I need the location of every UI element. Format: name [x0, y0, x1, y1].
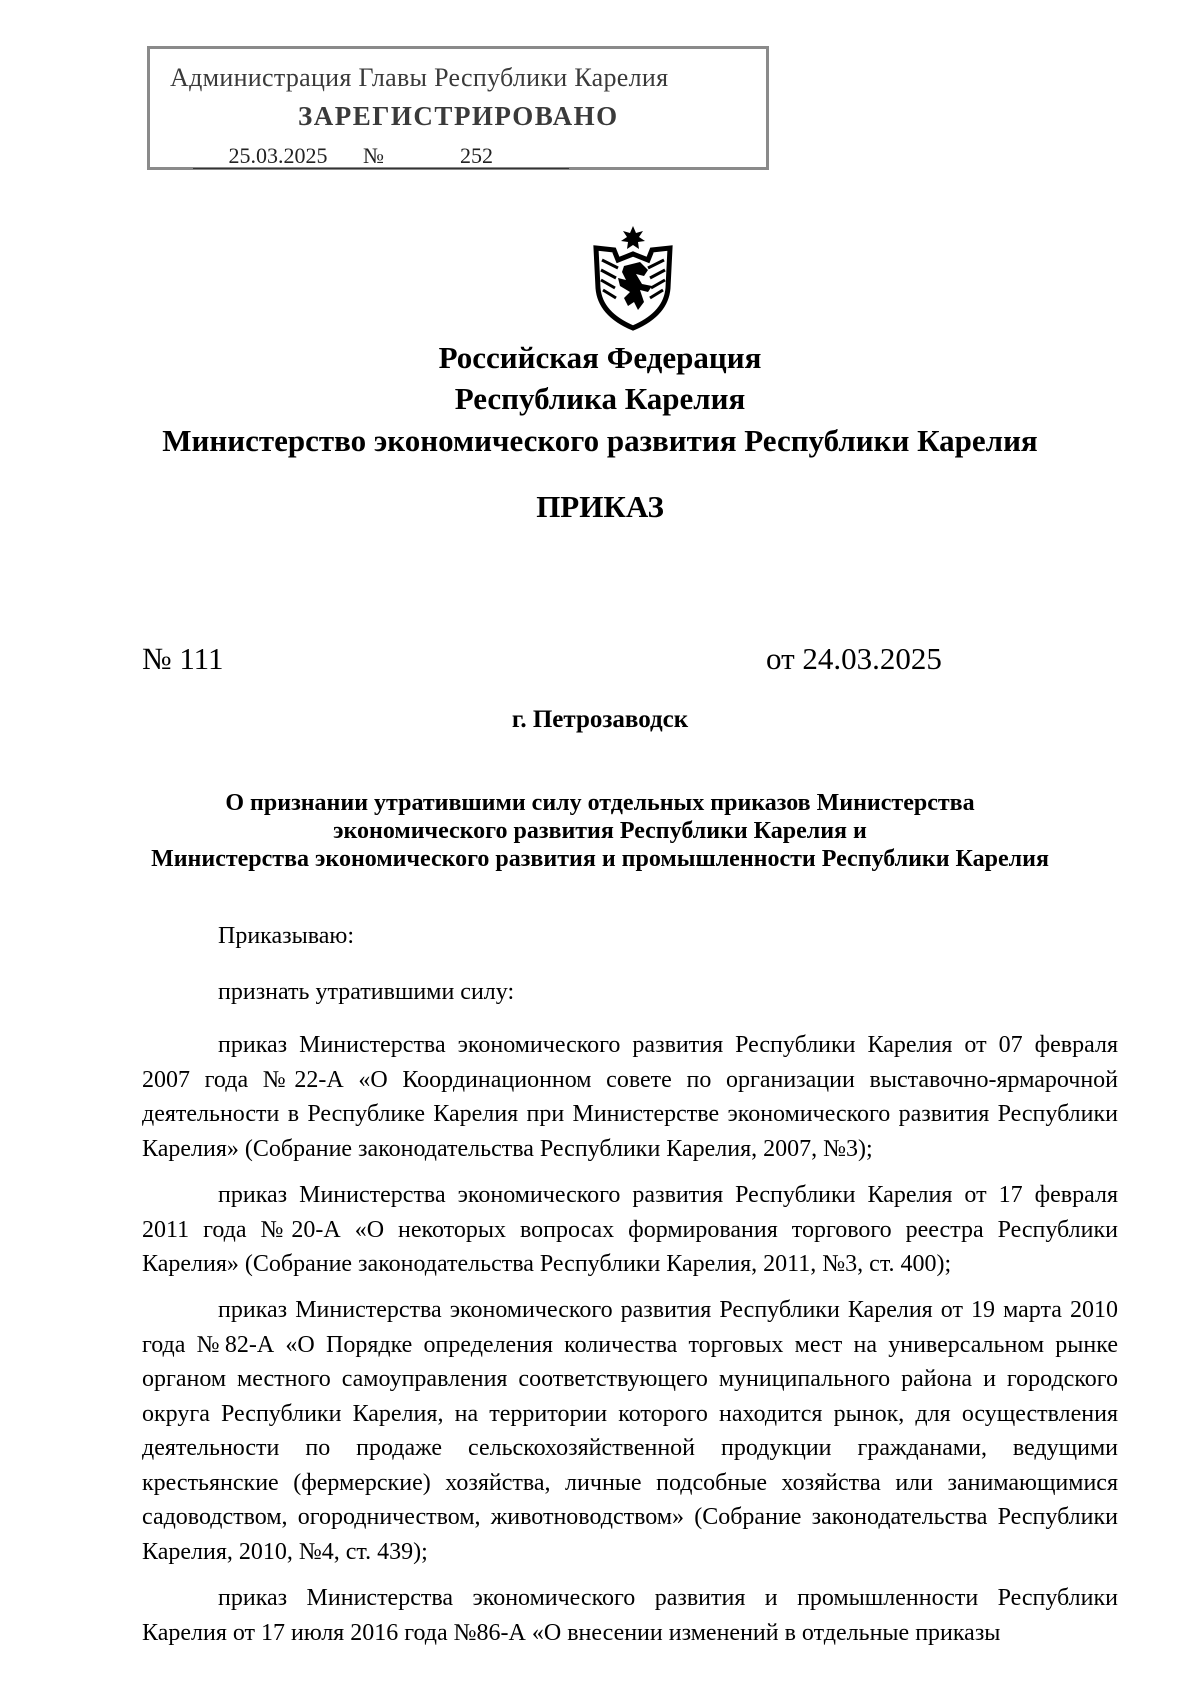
- title-line-3: Министерства экономического развития и промышленности Республики Карелия: [151, 846, 1049, 872]
- order-city: г. Петрозаводск: [511, 706, 689, 733]
- title-line-2: экономического развития Республики Карелия и: [333, 818, 867, 844]
- stamp-number: 252: [384, 144, 569, 169]
- item-paragraph-2: приказ Министерства экономического развития Республики Карелия от 17 февраля 2011 года №20-А «О некоторых вопросах формирования торгового реестра Республики Карелия» (Собрание законодательства Республики Карелия, 2011, №3, ст. 400);: [142, 1182, 1118, 1277]
- header-country: Российская Федерация: [438, 340, 762, 375]
- body-intro: признать утратившими силу:: [218, 979, 515, 1005]
- order-number: № 111: [142, 641, 224, 676]
- title-line-1: О признании утратившими силу отдельных приказов Министерства: [225, 790, 975, 816]
- stamp-date: 25.03.2025: [193, 144, 363, 169]
- order-date: от 24.03.2025: [766, 641, 942, 676]
- registration-stamp: [147, 46, 769, 170]
- stamp-registered: ЗАРЕГИСТРИРОВАНО: [298, 101, 619, 131]
- header-ministry: Министерство экономического развития Республики Карелия: [162, 423, 1038, 458]
- stamp-registration-line: [193, 143, 753, 171]
- item-paragraph-3: приказ Министерства экономического развития Республики Карелия от 19 марта 2010 года №82-А «О Порядке определения количества торговых мест на универсальном рынке органом местного самоуправления соответствующего муниципального района и городского округа Республики Карелия, на территории которого находится рынок, для осуществления деятельности по продаже сельскохозяйственной продукции гражданами, ведущими крестьянские (фермерские) хозяйства, личные подсобные хозяйства или занимающимися садоводством, огородничеством, животноводством» (Собрание законодательства Республики Карелия, 2010, №4, ст. 439);: [142, 1297, 1118, 1565]
- order-word: Приказываю:: [218, 923, 354, 949]
- stamp-authority: Администрация Главы Республики Карелия: [170, 63, 669, 92]
- item-paragraph-1: приказ Министерства экономического развития Республики Карелия от 07 февраля 2007 года №22-А «О Координационном совете по организации выставочно-ярмарочной деятельности в Республике Карелия при Министерстве экономического развития Республики Карелия» (Собрание законодательства Республики Карелия, 2007, №3);: [142, 1032, 1118, 1162]
- stamp-number-label: №: [363, 143, 384, 168]
- header-republic: Республика Карелия: [454, 381, 746, 416]
- item-paragraph-4: приказ Министерства экономического развития и промышленности Республики Карелия от 17 июля 2016 года №86-А «О внесении изменений в отдельные приказы: [142, 1585, 1118, 1646]
- coat-of-arms-icon: [588, 226, 678, 332]
- document-type: ПРИКАЗ: [536, 489, 664, 524]
